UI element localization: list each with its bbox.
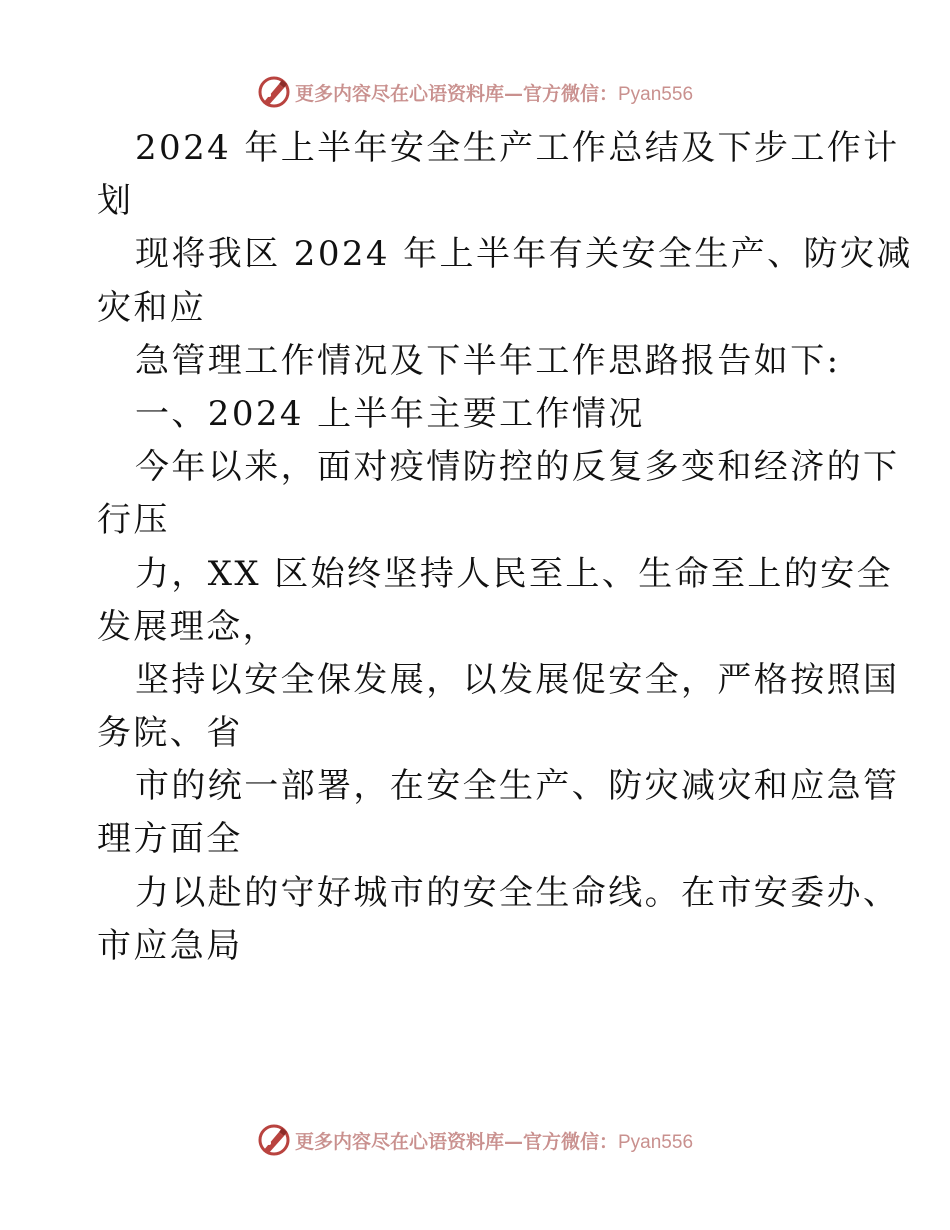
- document-body: [97, 122, 913, 973]
- text-line: 坚持以安全保发展，以发展促安全，严格按照国: [135, 659, 900, 700]
- watermark-footer: [0, 1120, 950, 1160]
- text-line: 划: [97, 181, 134, 222]
- text-line: 现将我区 2024 年上半年有关安全生产、防灾减: [135, 234, 913, 275]
- watermark-prefix: 更多内容尽在心语资料库—官方微信：: [294, 1130, 618, 1153]
- text-line: 市应急局: [97, 925, 243, 966]
- watermark-prefix: 更多内容尽在心语资料库—官方微信：: [294, 82, 618, 105]
- text-line: 理方面全: [97, 819, 243, 860]
- text-line: 2024 年上半年安全生产工作总结及下步工作计: [135, 128, 900, 168]
- pen-logo-icon: [257, 75, 291, 109]
- text-line: 一、2024 上半年主要工作情况: [135, 393, 645, 434]
- text-line: 今年以来，面对疫情防控的反复多变和经济的下: [135, 447, 900, 488]
- watermark-header: [0, 72, 950, 112]
- watermark-handle: Pyan556: [618, 1131, 694, 1153]
- watermark-handle: Pyan556: [618, 83, 694, 105]
- watermark-text: [295, 1127, 693, 1154]
- text-line: 发展理念，: [97, 606, 279, 647]
- watermark-text: [295, 79, 693, 106]
- pen-logo-icon: [257, 1123, 291, 1157]
- text-line: 行压: [97, 500, 170, 541]
- text-line: 灾和应: [97, 287, 207, 328]
- text-line: 急管理工作情况及下半年工作思路报告如下:: [135, 340, 841, 381]
- text-line: 力以赴的守好城市的安全生命线。在市安委办、: [135, 872, 900, 913]
- text-line: 市的统一部署，在安全生产、防灾减灾和应急管: [135, 766, 900, 807]
- text-line: 力，XX 区始终坚持人民至上、生命至上的安全: [135, 553, 894, 594]
- text-line: 务院、省: [97, 713, 243, 754]
